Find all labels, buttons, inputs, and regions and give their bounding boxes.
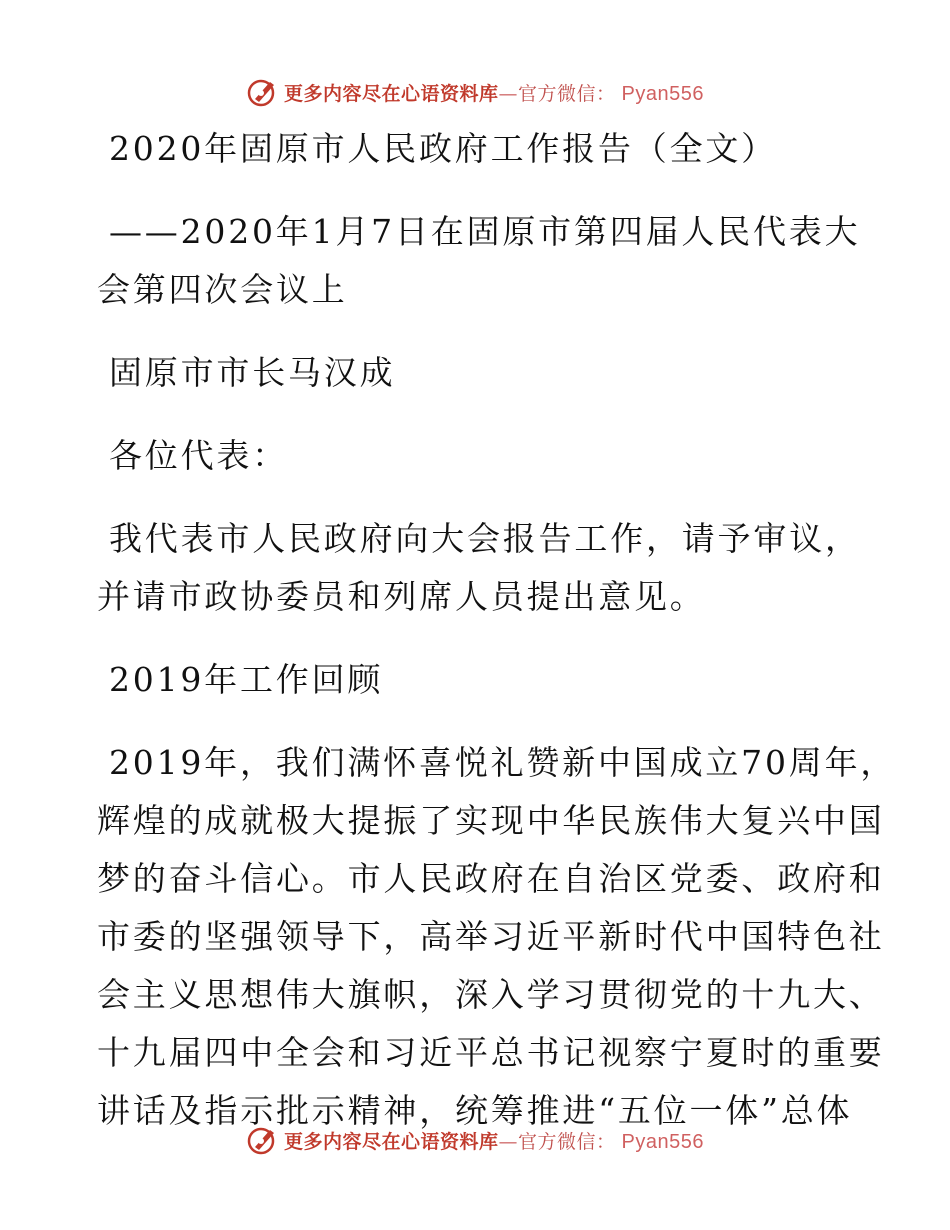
- watermark-footer: [0, 1120, 950, 1160]
- intro-line-2: 并请市政协委员和列席人员提出意见。: [97, 577, 706, 616]
- pen-circle-icon: [246, 1123, 280, 1157]
- document-subtitle-line-1: ——2020年1月7日在固原市第四届人民代表大: [109, 212, 861, 251]
- watermark-dash: —: [498, 82, 519, 105]
- pen-circle-icon: [246, 75, 280, 109]
- watermark-wechat-id: Pyan556: [621, 1130, 704, 1153]
- body-line: 辉煌的成就极大提振了实现中华民族伟大复兴中国: [97, 801, 885, 840]
- document-title: 2020年固原市人民政府工作报告（全文）: [109, 129, 777, 168]
- watermark-wechat-label: 官方微信：: [518, 82, 616, 105]
- body-line: 市委的坚强领导下，高举习近平新时代中国特色社: [97, 917, 885, 956]
- salutation: 各位代表：: [109, 436, 288, 475]
- body-line: 十九届四中全会和习近平总书记视察宁夏时的重要: [97, 1033, 885, 1072]
- watermark-header: [0, 72, 950, 112]
- document-subtitle-line-2: 会第四次会议上: [97, 270, 348, 309]
- section-heading: 2019年工作回顾: [109, 660, 384, 699]
- watermark-wechat-id: Pyan556: [621, 82, 704, 105]
- watermark-brand: 更多内容尽在心语资料库: [284, 82, 499, 105]
- watermark-wechat-label: 官方微信：: [518, 1130, 616, 1153]
- body-line: 2019年，我们满怀喜悦礼赞新中国成立70周年，: [109, 743, 897, 782]
- body-line: 会主义思想伟大旗帜，深入学习贯彻党的十九大、: [97, 975, 885, 1014]
- body-line: 梦的奋斗信心。市人民政府在自治区党委、政府和: [97, 859, 885, 898]
- watermark-brand: 更多内容尽在心语资料库: [284, 1130, 499, 1153]
- document-author: 固原市市长马汉成: [109, 353, 396, 392]
- intro-line-1: 我代表市人民政府向大会报告工作，请予审议，: [109, 519, 861, 558]
- watermark-dash: —: [498, 1130, 519, 1153]
- body-line: 讲话及指示批示精神，统筹推进“五位一体”总体: [97, 1091, 853, 1130]
- document-body: [97, 120, 897, 1140]
